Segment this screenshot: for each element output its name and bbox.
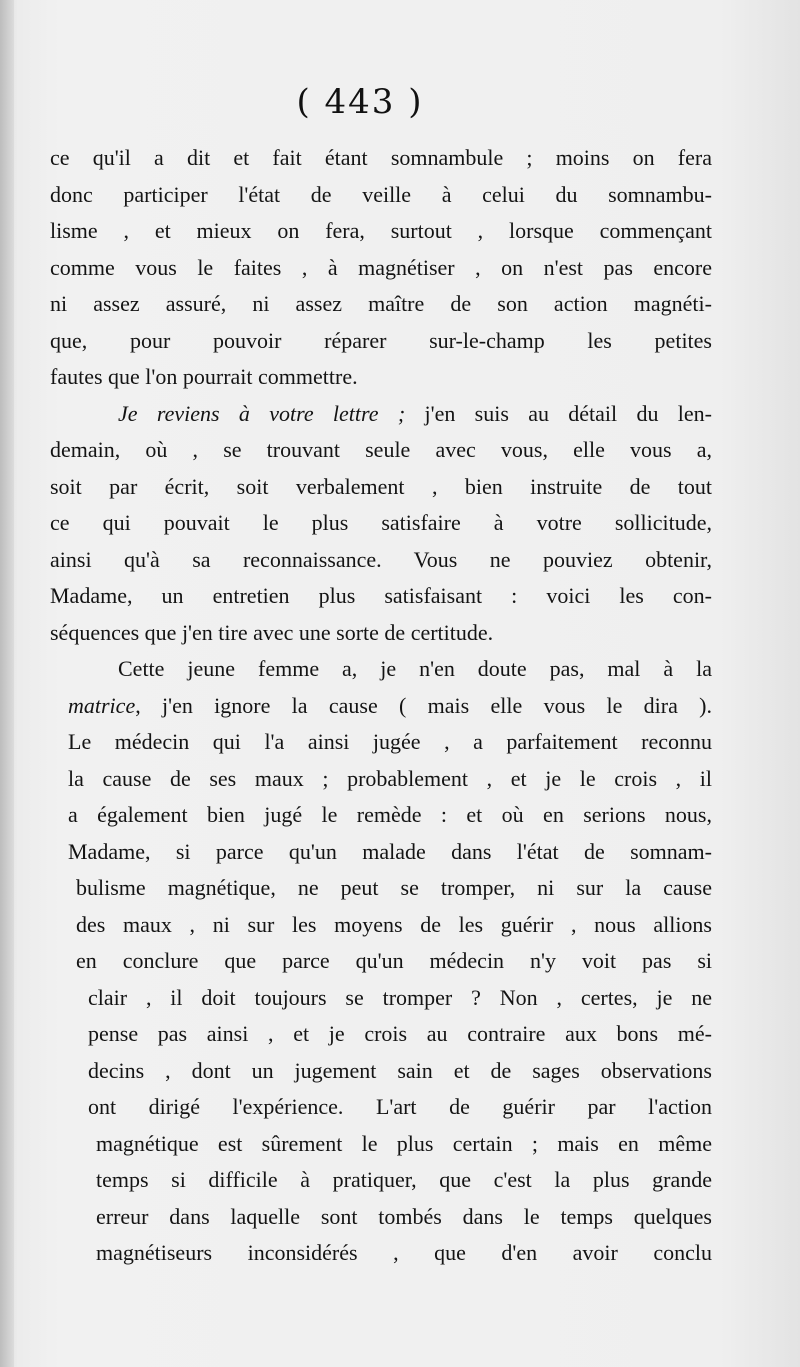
text-line: en conclure que parce qu'un médecin n'y voit pas si — [76, 948, 712, 973]
text-line: clair , il doit toujours se tromper ? Non , certes, je ne — [88, 984, 712, 1010]
page-gutter — [0, 0, 14, 1367]
text-line: decins , dont un jugement sain et de sages observations — [88, 1057, 712, 1083]
body-text — [50, 140, 712, 1272]
text-line: donc participer l'état de veille à celui du somnambu- — [50, 181, 712, 207]
text-line: lisme , et mieux on fera, surtout , lorsque commençant — [50, 218, 712, 243]
text-line: ont dirigé l'expérience. L'art de guérir par l'action — [88, 1094, 712, 1119]
text-line: bulisme magnétique, ne peut se tromper, ni sur la cause — [76, 875, 712, 900]
text-line: que, pour pouvoir réparer sur-le-champ les petites — [50, 327, 712, 353]
text-line: a également bien jugé le remède : et où en serions nous, — [68, 802, 712, 827]
text-line: magnétiseurs inconsidérés , que d'en avoir conclu — [96, 1240, 712, 1265]
text-line: comme vous le faites , à magnétiser , on n'est pas encore — [50, 254, 712, 280]
text-line: Le médecin qui l'a ainsi jugée , a parfaitement reconnu — [68, 729, 712, 754]
text-line: ainsi qu'à sa reconnaissance. Vous ne pouviez obtenir, — [50, 546, 712, 572]
text-line: temps si difficile à pratiquer, que c'est la plus grande — [96, 1167, 712, 1192]
text-line: soit par écrit, soit verbalement , bien instruite de tout — [50, 473, 712, 499]
paragraph-start-line: Cette jeune femme a, je n'en doute pas, mal à la — [118, 656, 712, 681]
text-line: magnétique est sûrement le plus certain ; mais en même — [96, 1130, 712, 1156]
text-line: ce qui pouvait le plus satisfaire à votre sollicitude, — [50, 510, 712, 535]
italic-phrase: Je reviens à votre lettre ; — [118, 400, 406, 426]
text-span: , j'en ignore la cause ( mais elle vous le dira ). — [135, 692, 712, 718]
paragraph-start-line — [50, 396, 712, 433]
text-line — [50, 688, 712, 725]
text-line: Madame, un entretien plus satisfaisant : voici les con- — [50, 583, 712, 608]
text-line: séquences que j'en tire avec une sorte de certitude. — [50, 619, 494, 645]
text-line: la cause de ses maux ; probablement , et je le crois , il — [68, 765, 712, 791]
text-span: j'en suis au détail du len- — [405, 400, 712, 426]
text-line: ni assez assuré, ni assez maître de son action magnéti- — [50, 291, 712, 316]
text-line: ce qu'il a dit et fait étant somnambule ; moins on fera — [50, 145, 712, 170]
italic-word: matrice — [68, 692, 136, 718]
text-line: fautes que l'on pourrait commettre. — [50, 364, 358, 389]
text-line: Madame, si parce qu'un malade dans l'état de somnam- — [68, 838, 712, 864]
text-line: pense pas ainsi , et je crois au contraire aux bons mé- — [88, 1021, 712, 1046]
text-line: demain, où , se trouvant seule avec vous, elle vous a, — [50, 437, 712, 462]
page-number: ( 443 ) — [296, 82, 424, 122]
text-line: erreur dans laquelle sont tombés dans le temps quelques — [96, 1203, 712, 1229]
text-line: des maux , ni sur les moyens de les guérir , nous allions — [76, 911, 712, 937]
